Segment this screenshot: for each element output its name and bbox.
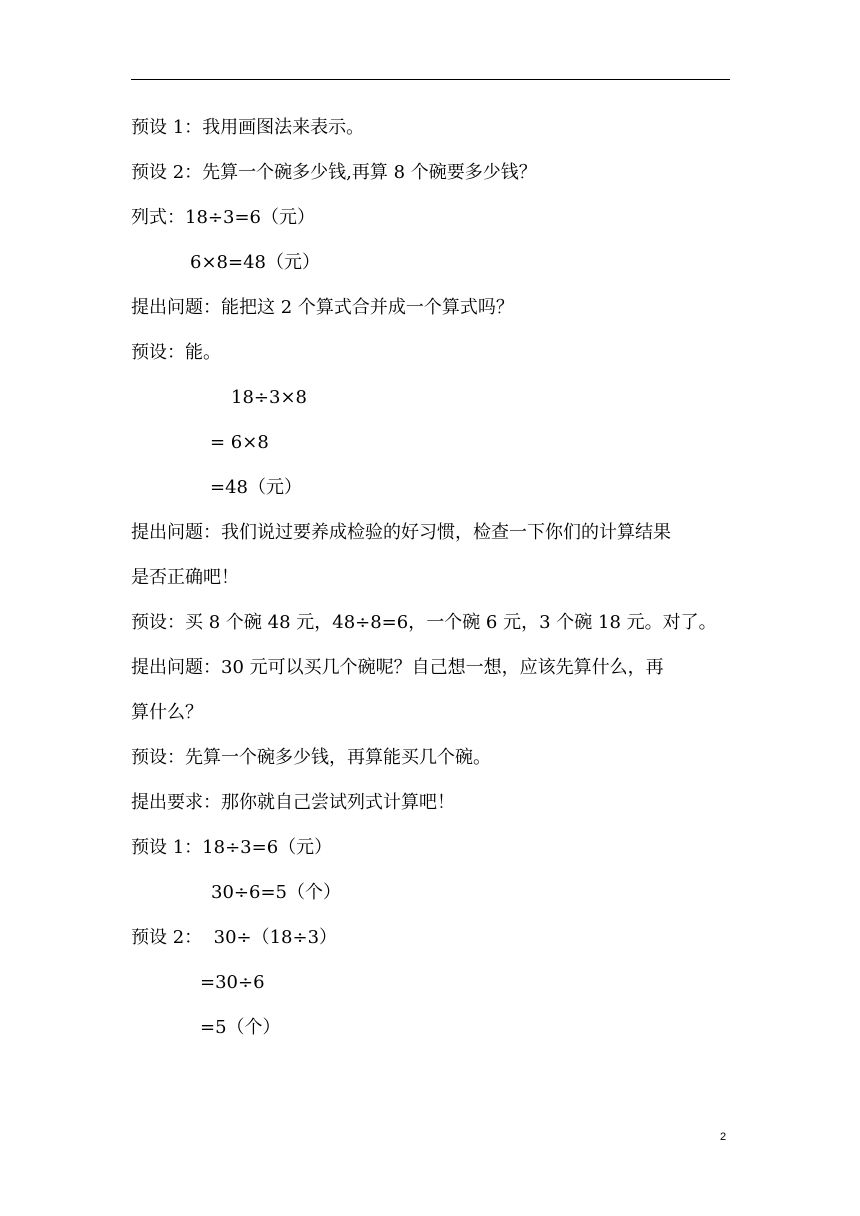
text-line: = 6×8	[210, 432, 269, 453]
text-line: 算什么？	[131, 702, 203, 723]
text-line: =48（元）	[210, 477, 302, 498]
text-line: 6×8=48（元）	[190, 252, 320, 273]
text-line: 提出问题：能把这 2 个算式合并成一个算式吗？	[131, 297, 514, 318]
text-line: 预设 2： 30÷（18÷3）	[131, 927, 338, 948]
text-line: =5（个）	[200, 1017, 281, 1038]
text-line: 提出问题：我们说过要养成检验的好习惯，检查一下你们的计算结果	[131, 522, 671, 543]
text-line: 预设 1：我用画图法来表示。	[131, 117, 365, 138]
text-line: 提出问题：30 元可以买几个碗呢？自己想一想，应该先算什么，再	[131, 657, 664, 678]
text-line: 预设：能。	[131, 342, 221, 363]
text-line: 预设 2：先算一个碗多少钱,再算 8 个碗要多少钱？	[131, 162, 537, 183]
text-line: 预设 1：18÷3=6（元）	[131, 837, 333, 858]
text-line: 列式：18÷3=6（元）	[131, 207, 315, 228]
header-rule	[131, 79, 730, 80]
text-line: 30÷6=5（个）	[211, 882, 341, 903]
text-line: 提出要求：那你就自己尝试列式计算吧！	[131, 792, 455, 813]
text-line: 18÷3×8	[231, 387, 307, 408]
text-line: 预设：买 8 个碗 48 元，48÷8=6，一个碗 6 元，3 个碗 18 元。对了。	[131, 612, 717, 633]
text-line: =30÷6	[200, 972, 265, 993]
text-line: 预设：先算一个碗多少钱，再算能买几个碗。	[131, 747, 491, 768]
text-line: 是否正确吧！	[131, 567, 239, 588]
page-number: 2	[720, 1131, 727, 1143]
